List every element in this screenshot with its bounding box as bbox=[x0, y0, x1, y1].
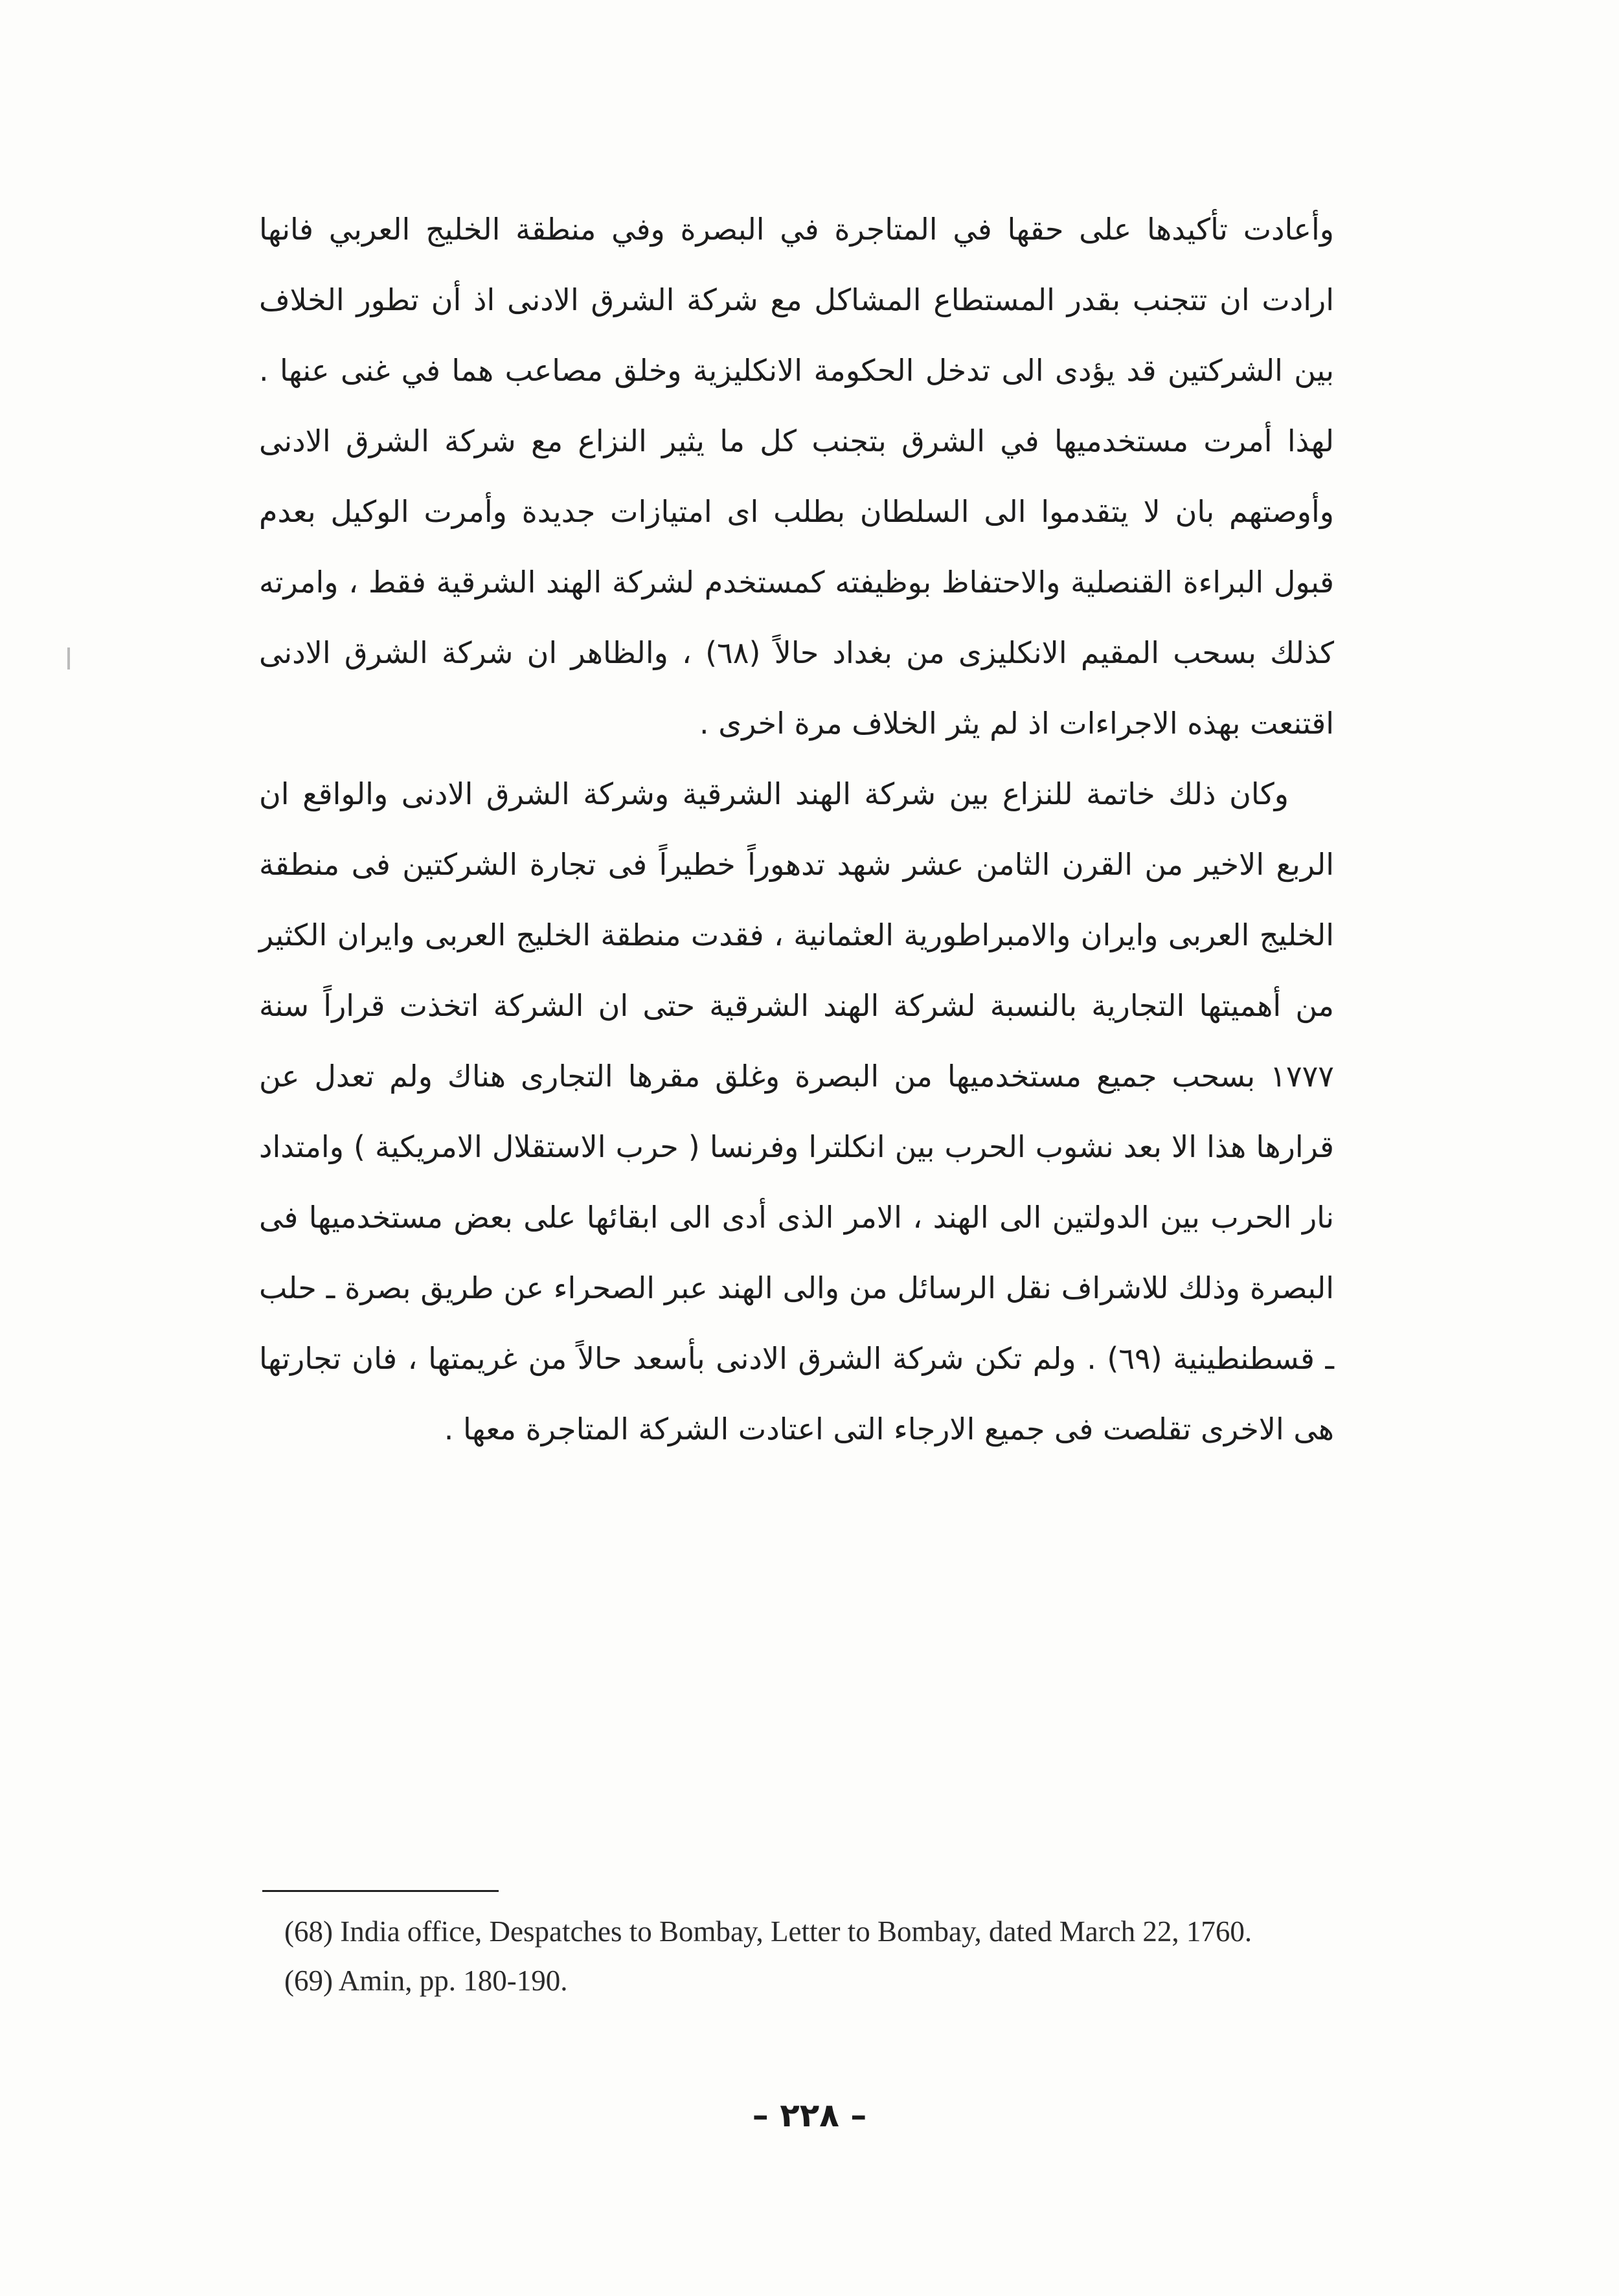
margin-mark bbox=[67, 647, 70, 670]
footnotes bbox=[262, 1907, 1337, 2005]
footnote-69: (69) Amin, pp. 180-190. bbox=[284, 1964, 568, 1997]
footnote-divider bbox=[262, 1890, 499, 1892]
page-number: – ٢٢٨ – bbox=[752, 2097, 867, 2134]
body-text bbox=[259, 194, 1334, 1465]
footnote-68: (68) India office, Despatches to Bombay, Letter to Bombay, dated March 22, 1760. bbox=[284, 1915, 1252, 1948]
paragraph-1: وأعادت تأكيدها على حقها في المتاجرة في البصرة وفي منطقة الخليج العربي فانها ارادت ان تتجنب بقدر المستطاع المشاكل مع شركة الشرق الادنى اذ أن تطور الخلاف بين الشركتين قد يؤدى الى تدخل الحكومة الانكليزية وخلق مصاعب هما في غنى عنها . لهذا أمرت مستخدميها في الشرق بتجنب كل ما يثير النزاع مع شركة الشرق الادنى وأوصتهم بان لا يتقدموا الى السلطان بطلب اى امتيازات جديدة وأمرت الوكيل بعدم قبول البراءة القنصلية والاحتفاظ بوظيفته كمستخدم لشركة الهند الشرقية فقط ، وامرته كذلك بسحب المقيم الانكليزى من بغداد حالاً (٦٨) ، والظاهر ان شركة الشرق الادنى اقتنعت بهذه الاجراءات اذ لم يثر الخلاف مرة اخرى . bbox=[259, 212, 1334, 741]
paragraph-2: وكان ذلك خاتمة للنزاع بين شركة الهند الشرقية وشركة الشرق الادنى والواقع ان الربع الاخير من القرن الثامن عشر شهد تدهوراً خطيراً فى تجارة الشركتين فى منطقة الخليج العربى وايران والامبراطورية العثمانية ، فقدت منطقة الخليج العربى وايران الكثير من أهميتها التجارية بالنسبة لشركة الهند الشرقية حتى ان الشركة اتخذت قراراً سنة ١٧٧٧ بسحب جميع مستخدميها من البصرة وغلق مقرها التجارى هناك ولم تعدل عن قرارها هذا الا بعد نشوب الحرب بين انكلترا وفرنسا ( حرب الاستقلال الامريكية ) وامتداد نار الحرب بين الدولتين الى الهند ، الامر الذى أدى الى ابقائها على بعض مستخدميها فى البصرة وذلك للاشراف نقل الرسائل من والى الهند عبر الصحراء عن طريق بصرة ـ حلب ـ قسطنطينية (٦٩) . ولم تكن شركة الشرق الادنى بأسعد حالاً من غريمتها ، فان تجارتها هى الاخرى تقلصت فى جميع الارجاء التى اعتادت الشركة المتاجرة معها . bbox=[259, 776, 1334, 1446]
